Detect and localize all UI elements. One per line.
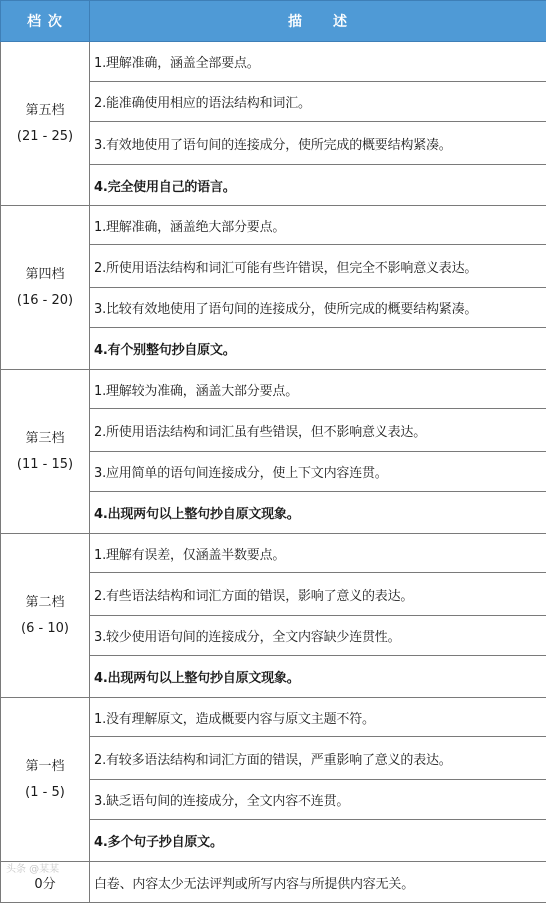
watermark: 头条 @某某 <box>6 860 59 875</box>
tier-row <box>1 206 546 245</box>
tier-item: 3.缺乏语句间的连接成分，全文内容不连贯。 <box>90 780 546 820</box>
tier-item: 1.理解准确，涵盖全部要点。 <box>90 42 546 82</box>
tier-range: (21 - 25) <box>2 124 88 150</box>
tier-item: 3.比较有效地使用了语句间的连接成分，使所完成的概要结构紧凑。 <box>90 288 546 328</box>
tier-item: 2.有较多语法结构和词汇方面的错误，严重影响了意义的表达。 <box>90 737 546 780</box>
tier-row <box>1 370 546 409</box>
header-row <box>1 1 546 42</box>
tier-item-key: 4.有个别整句抄自原文。 <box>90 328 546 370</box>
tier-level-cell <box>1 698 90 862</box>
tier-row <box>1 534 546 573</box>
tier-level-cell <box>1 534 90 698</box>
tier-item-key: 4.出现两句以上整句抄自原文现象。 <box>90 492 546 534</box>
tier-level-cell <box>1 206 90 370</box>
tier-range: (11 - 15) <box>2 452 88 478</box>
tier-item: 1.理解有误差，仅涵盖半数要点。 <box>90 534 546 573</box>
tier-range: (6 - 10) <box>2 616 88 642</box>
tier-item: 2.能准确使用相应的语法结构和词汇。 <box>90 82 546 122</box>
tier-item: 1.理解准确，涵盖绝大部分要点。 <box>90 206 546 245</box>
tier-item: 3.有效地使用了语句间的连接成分，使所完成的概要结构紧凑。 <box>90 122 546 165</box>
tier-range: (1 - 5) <box>2 780 88 806</box>
tier-level-cell <box>1 370 90 534</box>
tier-item: 2.所使用语法结构和词汇虽有些错误，但不影响意义表达。 <box>90 409 546 452</box>
tier-range: (16 - 20) <box>2 288 88 314</box>
tier-name: 第一档 <box>2 754 88 780</box>
zero-description: 白卷、内容太少无法评判或所写内容与所提供内容无关。 <box>90 862 546 903</box>
tier-item-key: 4.出现两句以上整句抄自原文现象。 <box>90 656 546 698</box>
tier-item: 3.较少使用语句间的连接成分，全文内容缺少连贯性。 <box>90 616 546 656</box>
tier-item: 3.应用简单的语句间连接成分，使上下文内容连贯。 <box>90 452 546 492</box>
tier-name: 第五档 <box>2 98 88 124</box>
zero-level: 0分 <box>1 862 90 903</box>
tier-item-key: 4.完全使用自己的语言。 <box>90 165 546 206</box>
tier-item: 1.没有理解原文，造成概要内容与原文主题不符。 <box>90 698 546 737</box>
tier-item: 2.有些语法结构和词汇方面的错误，影响了意义的表达。 <box>90 573 546 616</box>
tier-row <box>1 42 546 82</box>
tier-name: 第三档 <box>2 426 88 452</box>
header-description: 描 述 <box>90 1 546 42</box>
tier-item: 2.所使用语法结构和词汇可能有些许错误，但完全不影响意义表达。 <box>90 245 546 288</box>
tier-row <box>1 698 546 737</box>
tier-name: 第二档 <box>2 590 88 616</box>
tier-item: 1.理解较为准确，涵盖大部分要点。 <box>90 370 546 409</box>
tier-item-key: 4.多个句子抄自原文。 <box>90 820 546 862</box>
header-level: 档 次 <box>1 1 90 42</box>
tier-name: 第四档 <box>2 262 88 288</box>
tier-level-cell <box>1 42 90 206</box>
zero-row <box>1 862 546 903</box>
